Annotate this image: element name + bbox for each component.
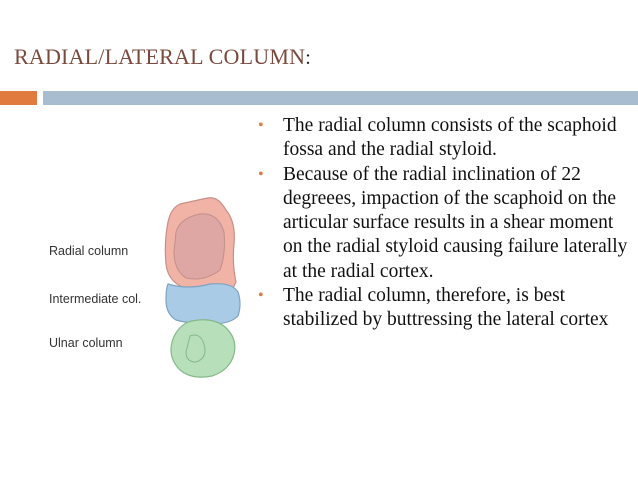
bullet-marker: • <box>258 165 264 183</box>
radial-column-label: Radial column <box>49 244 129 258</box>
accent-bar <box>0 91 37 105</box>
bullet-text: The radial column, therefore, is best stabilized by buttressing the lateral cortex <box>283 285 609 331</box>
bullet-item <box>255 114 630 163</box>
slide-title <box>14 44 311 70</box>
bullet-item <box>255 284 630 333</box>
radial-column-inner <box>174 214 225 279</box>
bullet-text: Because of the radial inclination of 22 degreees, impaction of the scaphoid on the articular surface results in a shear moment on the radial styloid causing failure laterally at the radial cortex. <box>283 163 628 282</box>
slide-title-text: RADIAL/LATERAL COLUMN <box>14 44 306 69</box>
header-rule <box>43 91 638 105</box>
intermediate-column-shape <box>166 284 240 324</box>
bullet-text: The radial column consists of the scaphoid fossa and the radial styloid. <box>283 115 617 161</box>
wrist-columns-figure <box>40 192 250 392</box>
ulnar-column-shape <box>171 320 235 377</box>
bullet-item <box>255 163 630 284</box>
ulnar-column-label: Ulnar column <box>49 336 123 350</box>
bullet-marker: • <box>258 117 264 134</box>
slide-title-colon: : <box>305 47 311 69</box>
bullet-marker: • <box>258 287 264 305</box>
intermediate-column-label: Intermediate col. <box>49 292 142 306</box>
bullet-list <box>255 114 630 333</box>
